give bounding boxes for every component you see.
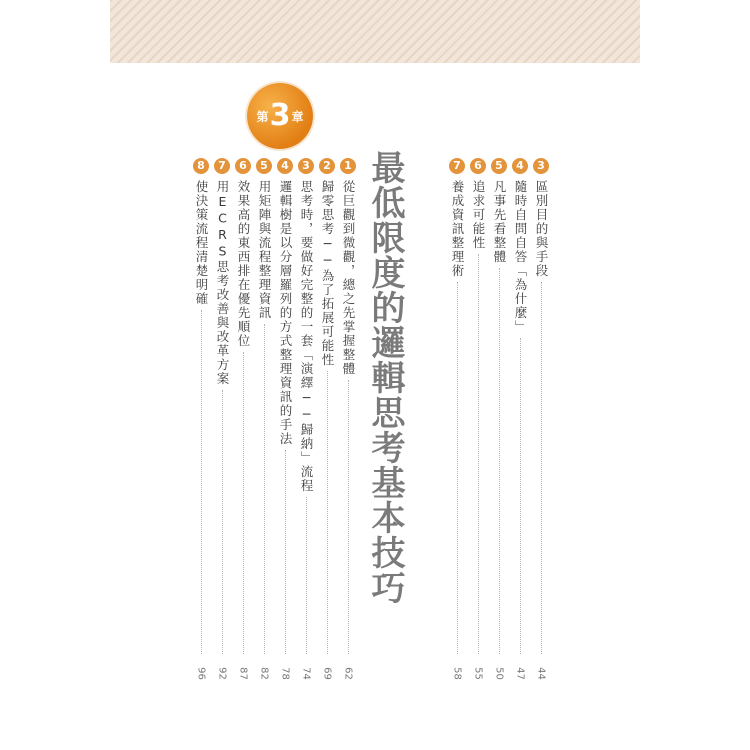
toc-entry[interactable] xyxy=(489,158,509,264)
page-number: 74 xyxy=(300,667,312,680)
toc-entry[interactable] xyxy=(275,158,295,446)
entry-number-badge: 3 xyxy=(298,158,314,174)
toc-entry[interactable] xyxy=(447,158,467,278)
toc-entry[interactable] xyxy=(296,158,316,493)
leader-dots xyxy=(499,268,500,654)
leader-dots xyxy=(478,254,479,654)
toc-entry[interactable] xyxy=(338,158,358,376)
leader-dots xyxy=(457,282,458,654)
page-number: 69 xyxy=(321,667,333,680)
page-number: 50 xyxy=(493,667,505,680)
entry-number-badge: 5 xyxy=(256,158,272,174)
entry-title: 使決策流程清楚明確 xyxy=(194,180,209,306)
chapter-suffix: 章 xyxy=(291,109,304,124)
leader-dots xyxy=(264,324,265,654)
entry-title: 歸零思考──為了拓展可能性 xyxy=(320,180,335,367)
leader-dots xyxy=(285,450,286,654)
entry-number-badge: 7 xyxy=(449,158,465,174)
chapter-title: 最低限度的邏輯思考基本技巧 xyxy=(365,150,405,605)
decorative-header-band xyxy=(110,0,640,63)
toc-entry[interactable] xyxy=(468,158,488,250)
leader-dots xyxy=(222,390,223,654)
leader-dots xyxy=(348,380,349,654)
page-number: 44 xyxy=(535,667,547,680)
page-number: 47 xyxy=(514,667,526,680)
toc-entry[interactable] xyxy=(191,158,211,306)
page-number: 78 xyxy=(279,667,291,680)
page-number: 55 xyxy=(472,667,484,680)
entry-number-badge: 4 xyxy=(512,158,528,174)
leader-dots xyxy=(541,282,542,654)
chapter-prefix: 第 xyxy=(256,109,269,124)
leader-dots xyxy=(201,310,202,654)
entry-number-badge: 1 xyxy=(340,158,356,174)
toc-entry[interactable] xyxy=(212,158,232,386)
chapter-badge xyxy=(247,83,313,149)
entry-number-badge: 6 xyxy=(470,158,486,174)
entry-title: 思考時，要做好完整的一套「演繹──歸納」流程 xyxy=(299,180,314,493)
page-number: 96 xyxy=(195,667,207,680)
toc-entry[interactable] xyxy=(510,158,530,334)
page-number: 82 xyxy=(258,667,270,680)
entry-number-badge: 7 xyxy=(214,158,230,174)
entry-number-badge: 8 xyxy=(193,158,209,174)
entry-title: 從巨觀到微觀，總之先掌握整體 xyxy=(341,180,356,376)
entry-number-badge: 2 xyxy=(319,158,335,174)
page-number: 92 xyxy=(216,667,228,680)
leader-dots xyxy=(520,338,521,654)
entry-number-badge: 4 xyxy=(277,158,293,174)
entry-number-badge: 6 xyxy=(235,158,251,174)
toc-entry[interactable] xyxy=(531,158,551,278)
entry-title: 區別目的與手段 xyxy=(534,180,549,278)
entry-title: 用ECRS思考改善與改革方案 xyxy=(215,180,230,386)
entry-title: 隨時自問自答「為什麼」 xyxy=(513,180,528,334)
page-number: 87 xyxy=(237,667,249,680)
leader-dots xyxy=(306,497,307,654)
toc-entry[interactable] xyxy=(317,158,337,367)
leader-dots xyxy=(243,352,244,654)
toc-entry[interactable] xyxy=(233,158,253,348)
entry-number-badge: 5 xyxy=(491,158,507,174)
page-number: 62 xyxy=(342,667,354,680)
page-number: 58 xyxy=(451,667,463,680)
leader-dots xyxy=(327,371,328,654)
entry-number-badge: 3 xyxy=(533,158,549,174)
entry-title: 效果高的東西排在優先順位 xyxy=(236,180,251,348)
entry-title: 養成資訊整理術 xyxy=(450,180,465,278)
entry-title: 用矩陣與流程整理資訊 xyxy=(257,180,272,320)
entry-title: 邏輯樹是以分層羅列的方式整理資訊的手法 xyxy=(278,180,293,446)
entry-title: 凡事先看整體 xyxy=(492,180,507,264)
chapter-number: 3 xyxy=(269,98,291,133)
toc-entry[interactable] xyxy=(254,158,274,320)
entry-title: 追求可能性 xyxy=(471,180,486,250)
